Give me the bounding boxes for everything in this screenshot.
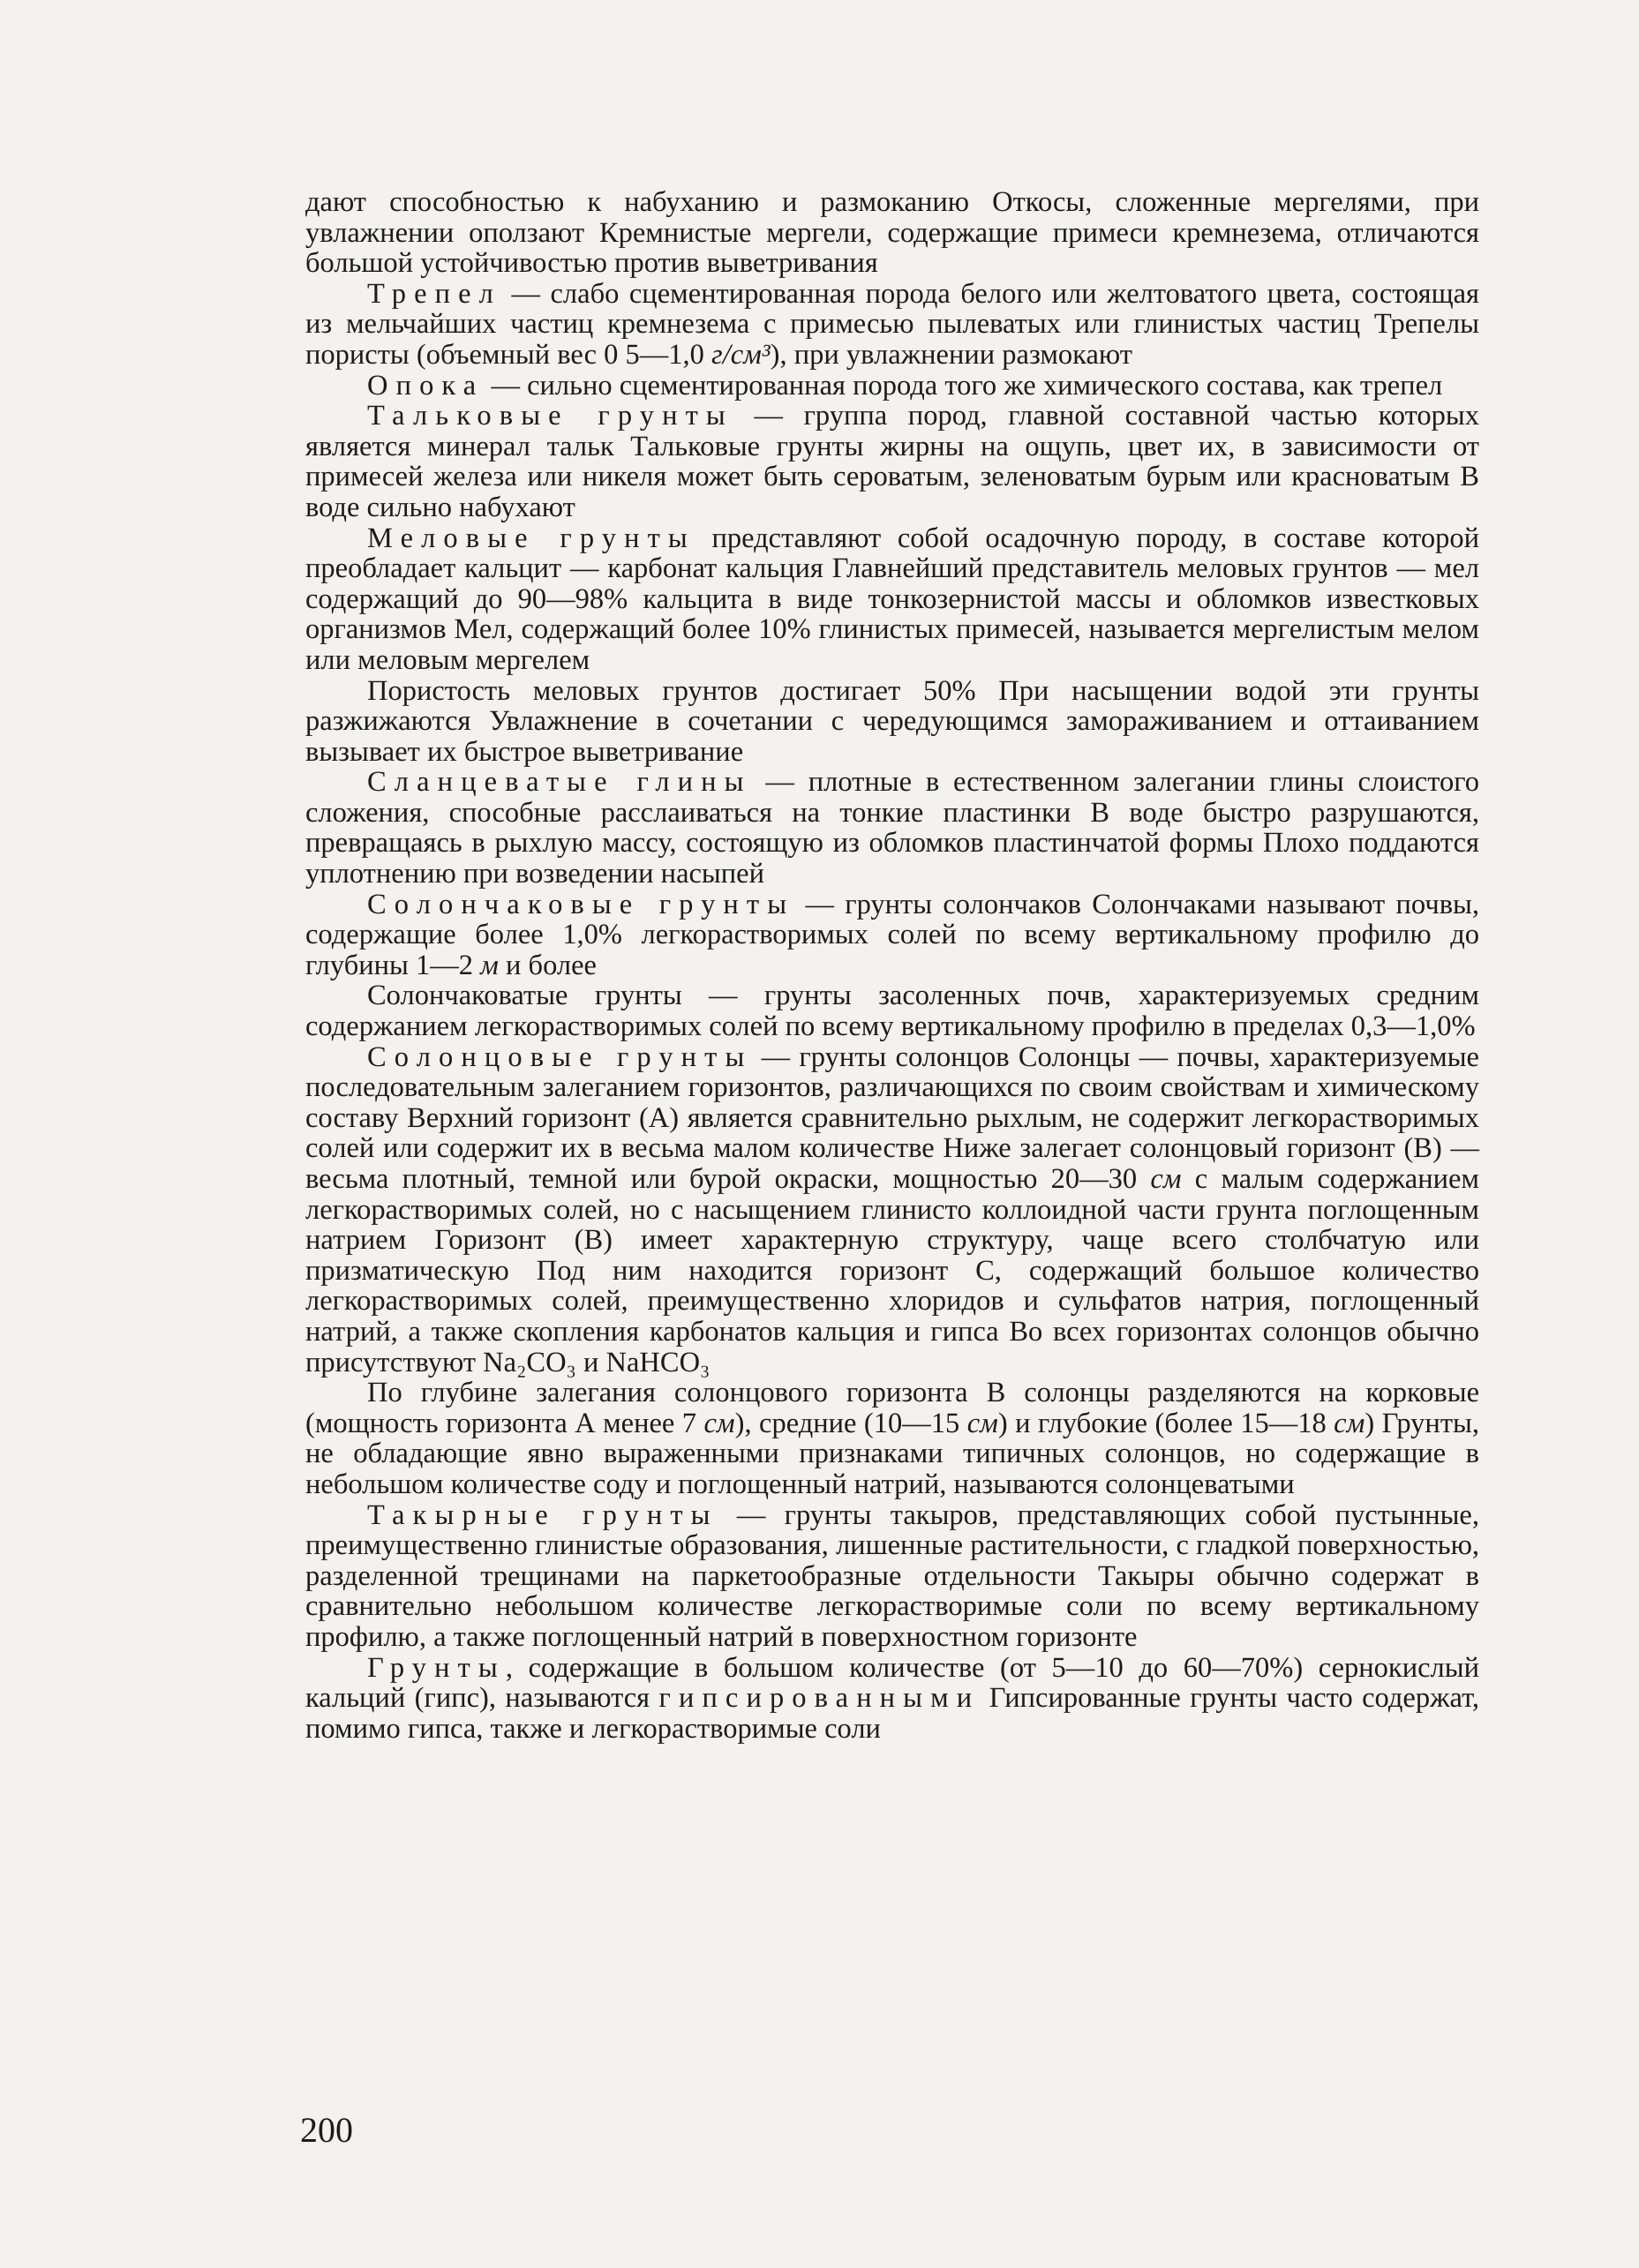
paragraph <box>305 371 1479 402</box>
text-run: ) и глубокие (более 15—18 <box>997 1407 1335 1439</box>
text-run: — слабо сцементированная порода белого или желтоватого цвета, состоящая из мельчайших частиц кремнезема с примесью пылеватых или глинистых частиц Трепелы пористы (объемный вес 0 5—1,0 <box>305 277 1479 371</box>
text-run: ), при увлажнении размокают <box>770 338 1132 371</box>
text-run: Пористость меловых грунтов достигает 50% При насыщении водой эти грунты разжижаются Увлажнение в сочетании с чередующимся замораживанием и оттаиванием вызывает их быстрое выветривание <box>305 674 1479 768</box>
spaced-term: Тальковые грунты <box>367 400 733 432</box>
text-run: По глубине залегания солонцового горизонта В солонцы разделяются на корковые (мощность горизонта А менее 7 <box>305 1377 1479 1439</box>
paragraph <box>305 1042 1479 1378</box>
unit-text: м <box>480 949 499 981</box>
spaced-term: Опока <box>367 369 485 402</box>
unit-text: см <box>703 1407 735 1439</box>
text-run: — грунты солончаков Солончаками называют почвы, содержащие более 1,0% легкорастворимых солей по всему вертикальному профилю до глубины 1—2 <box>305 888 1479 981</box>
text-run: — плотные в естественном залегании глины слоистого сложения, способные расслаиваться на тонкие пластинки В воде быстро разрушаются, превращаясь в рыхлую массу, состоящую из обломков пластинчатой формы Плохо поддаются уплотнению при возведении насыпей <box>305 766 1479 890</box>
unit-text: г/см³ <box>711 338 771 371</box>
spaced-term: Меловые грунты <box>367 522 695 554</box>
paragraph <box>305 890 1479 981</box>
text-run: Гипсированные грунты часто содержат, помимо гипса, также и легкорастворимые соли <box>305 1682 1479 1745</box>
paragraph <box>305 1378 1479 1499</box>
text-run: — группа пород, главной составной частью которых является минерал тальк Тальковые грунты жирны на ощупь, цвет их, в зависимости от примесей железа или никеля может быть сероватым, зеленоватым бурым или красноватым В воде сильно набухают <box>305 400 1479 523</box>
spaced-term: Такырные грунты <box>367 1498 718 1531</box>
text-run: представляют собой осадочную породу, в составе которой преобладает кальцит — карбонат кальция Главнейший представитель меловых грунтов — мел содержащий до 90—98% кальцита в виде тонкозернистой массы и обломков известковых организмов Мел, содержащий более 10% глинистых примесей, называется мергелистым мелом или меловым мергелем <box>305 522 1479 676</box>
paragraph <box>305 279 1479 371</box>
spaced-term: Грунты <box>367 1651 506 1684</box>
paragraph <box>305 1500 1479 1653</box>
spaced-term: Солончаковые грунты <box>367 888 795 920</box>
spaced-term: Сланцеватые глины <box>367 766 752 799</box>
paragraph <box>305 676 1479 768</box>
unit-text: см <box>966 1407 998 1439</box>
spaced-term: гипсированными <box>658 1682 981 1715</box>
text-run: — сильно сцементированная порода того же химического состава, как трепел <box>484 369 1443 402</box>
paragraph <box>305 1653 1479 1745</box>
text-run: с малым содержанием легкорастворимых солей, но с насыщением глинисто коллоидной части грунта поглощенным натрием Горизонт (В) имеет характерную структуру, чаще всего столбчатую или призматическую Под ним находится горизонт С, содержащий большое количество легкорастворимых солей, преимущественно хлоридов и сульфатов натрия, поглощенный натрий, а также скопления карбонатов кальция и гипса Во всех горизонтах солонцов обычно присутствуют Na₂CO₃ и NaHCO₃ <box>305 1163 1479 1378</box>
spaced-term: Трепел <box>367 277 501 310</box>
text-run: — грунты солонцов Солонцы — почвы, характеризуемые последовательным залеганием горизонтов, различающихся по своим свойствам и химическому составу Верхний горизонт (А) является сравнительно рыхлым, не содержит легкорастворимых солей или содержит их в весьма малом количестве Ниже залегает солонцовый горизонт (В) — весьма плотный, темной или бурой окраски, мощностью 20—30 <box>305 1040 1479 1195</box>
spaced-term: Солонцовые грунты <box>367 1040 753 1073</box>
body-text <box>305 187 1479 1744</box>
text-run: дают способностью к набуханию и размоканию Откосы, сложенные мергелями, при увлажнении оползают Кремнистые мергели, содержащие примеси кремнезема, отличаются большой устойчивостью против выветривания <box>305 186 1479 280</box>
text-run: — грунты такыров, представляющих собой пустынные, преимущественно глинистые образования, лишенные растительности, с гладкой поверхностью, разделенной трещинами на паркетообразные отдельности Такыры обычно содержат в сравнительно небольшом количестве легкорастворимые соли по всему вертикальному профилю, а также поглощенный натрий в поверхностном горизонте <box>305 1498 1479 1653</box>
paragraph <box>305 767 1479 889</box>
unit-text: см <box>1334 1407 1365 1439</box>
page-number: 200 <box>300 2110 353 2150</box>
paragraph <box>305 523 1479 676</box>
text-run: ) Грунты, не обладающие явно выраженными признаками типичных солонцов, но содержащие в небольшом количестве соду и поглощенный натрий, называются солонцеватыми <box>305 1407 1479 1500</box>
paragraph <box>305 980 1479 1041</box>
unit-text: см <box>1150 1163 1182 1195</box>
text-run: ), средние (10—15 <box>734 1407 967 1439</box>
paragraph <box>305 187 1479 279</box>
text-run: Солончаковатые грунты — грунты засоленных почв, характеризуемых средним содержанием легкорастворимых солей по всему вертикальному профилю в пределах 0,3—1,0% <box>305 980 1479 1043</box>
paragraph <box>305 401 1479 522</box>
text-run: , содержащие в большом количестве (от 5—10 до 60—70%) сернокислый кальций (гипс), называются <box>305 1651 1479 1715</box>
text-run: и более <box>498 949 597 981</box>
